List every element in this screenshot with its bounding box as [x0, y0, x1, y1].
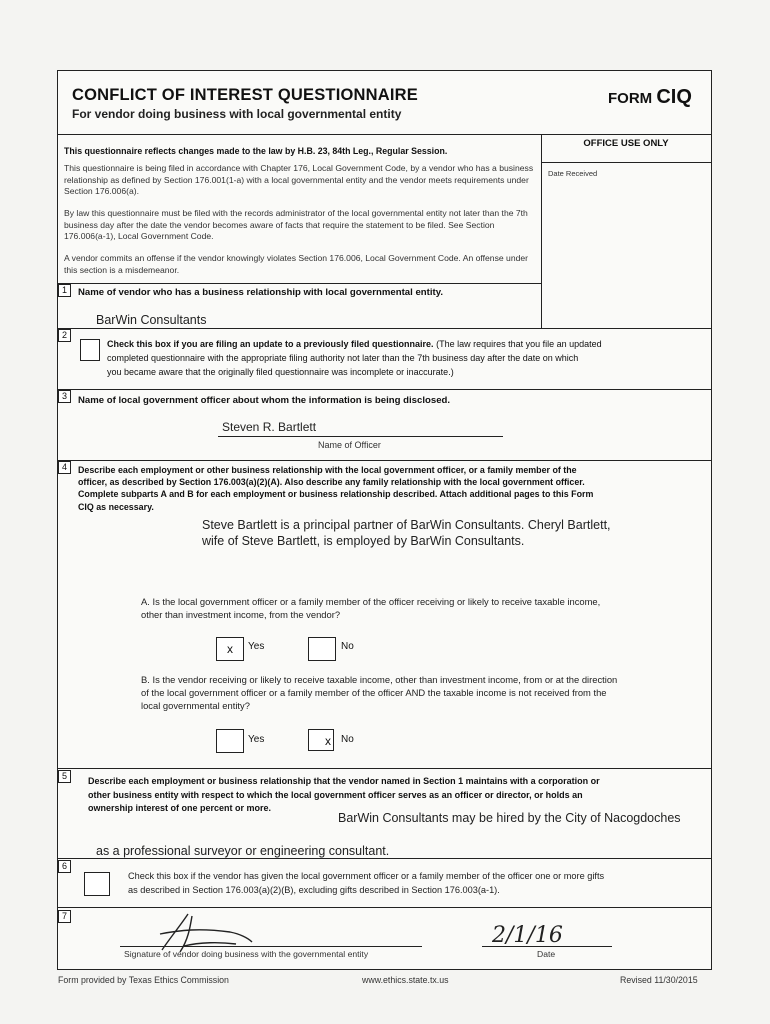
question-a-yes-label: Yes [248, 641, 265, 652]
relationship-answer: Steve Bartlett is a principal partner of BarWin Consultants. Cheryl Bartlett, wife of Steve Bartlett, is employed by BarWin Consultants. [202, 518, 611, 548]
section5-answer-1: BarWin Consultants may be hired by the City of Nacogdoches [338, 811, 681, 825]
question-a-yes-checkbox[interactable]: x [216, 637, 244, 661]
section5-answer-2: as a professional surveyor or engineering consultant. [96, 844, 390, 858]
section2-line3: you became aware that the originally filed questionnaire was incomplete or inaccurate.) [107, 367, 454, 377]
question-b-no-checkbox[interactable]: x [308, 729, 334, 751]
section2-number: 2 [58, 329, 71, 342]
question-b-yes-label: Yes [248, 734, 265, 745]
vendor-name-value: BarWin Consultants [96, 313, 207, 327]
section6-text: Check this box if the vendor has given the local government officer or a family member of the officer one or more gifts as described in Section 176.003(a)(2)(B), excluding gifts described in Section 176.003(a-1). [128, 871, 605, 895]
office-use-divider [541, 162, 711, 163]
question-b-no-label: No [341, 734, 354, 745]
officer-name-line [218, 436, 503, 437]
section3-label: Name of local government officer about whom the information is being disclosed. [78, 395, 451, 406]
intro-paragraph-2: By law this questionnaire must be filed with the records administrator of the local governmental entity not later than the 7th business day after the date the vendor becomes aware of facts that require the statement to be filed. See Section 176.006(a-1), Local Government Code. [64, 208, 528, 241]
signature-date-value: 2/1/16 [492, 923, 563, 948]
date-received-label: Date Received [548, 169, 598, 178]
signature-caption: Signature of vendor doing business with the governmental entity [124, 949, 369, 959]
form-subtitle: For vendor doing business with local governmental entity [72, 107, 402, 121]
gifts-checkbox[interactable] [84, 872, 110, 896]
section1-number: 1 [58, 284, 71, 297]
section6-number: 6 [58, 860, 71, 873]
officer-name-value: Steven R. Bartlett [222, 420, 317, 434]
office-use-border [541, 134, 542, 328]
form-label: FORM CIQ [608, 86, 692, 108]
office-use-title: OFFICE USE ONLY [583, 138, 669, 149]
section4-number: 4 [58, 461, 71, 474]
section1-top-border [58, 283, 542, 284]
date-caption: Date [537, 949, 556, 959]
footer-revised: Revised 11/30/2015 [620, 975, 698, 985]
footer-url[interactable]: www.ethics.state.tx.us [362, 975, 449, 985]
question-b-yes-checkbox[interactable] [216, 729, 244, 753]
section3-top-border [58, 389, 711, 390]
question-b: B. Is the vendor receiving or likely to receive taxable income, other than investment income, from or at the direction of the local government officer or a family member of the officer AND the taxable income is not received from the local governmental entity? [141, 674, 618, 711]
question-a: A. Is the local government officer or a family member of the officer receiving or likely to receive taxable income, other than investment income, from the vendor? [141, 596, 601, 620]
intro-paragraph-1: This questionnaire is being filed in accordance with Chapter 176, Local Government Code, by a vendor who has a business relationship as defined by Section 176.001(1-a) with a local governmental entity and the vendor meets requirements under Section 176.006(a). [64, 163, 534, 196]
question-a-no-checkbox[interactable] [308, 637, 336, 661]
section1-label: Name of vendor who has a business relationship with local governmental entity. [78, 287, 443, 298]
officer-name-caption: Name of Officer [318, 440, 381, 450]
section2-line2: completed questionnaire with the appropriate filing authority not later than the 7th business day after the date on which [107, 353, 579, 363]
section7-number: 7 [58, 910, 71, 923]
form-title: CONFLICT OF INTEREST QUESTIONNAIRE [72, 86, 418, 104]
section4-label: Describe each employment or other business relationship with the local government officer, or a family member of the officer, as described by Section 176.003(a)(2)(A). Also describe any family relationship with the local government officer. Complete subparts A and B for each employment or business relationship described. Attach additional pages to this Form CIQ as necessary. [78, 465, 594, 512]
intro-paragraph-3: A vendor commits an offense if the vendor knowingly violates Section 176.006, Local Government Code. An offense under this section is a misdemeanor. [64, 253, 529, 275]
section3-number: 3 [58, 390, 71, 403]
section5-top-border [58, 768, 711, 769]
header-divider [58, 134, 711, 135]
section2-text: Check this box if you are filing an update to a previously filed questionnaire. (The law requires that you file an updated [107, 339, 602, 349]
footer-provider: Form provided by Texas Ethics Commission [58, 975, 229, 985]
signature-line [120, 946, 422, 947]
section6-top-border [58, 858, 711, 859]
section5-number: 5 [58, 770, 71, 783]
section5-label: Describe each employment or business relationship that the vendor named in Section 1 maintains with a corporation or other business entity with respect to which the local government officer serves as an officer or director, or holds an ownership interest of one percent or more. [88, 776, 600, 813]
question-a-no-label: No [341, 641, 354, 652]
update-checkbox[interactable] [80, 339, 100, 361]
section2-top-border [58, 328, 711, 329]
intro-heading: This questionnaire reflects changes made to the law by H.B. 23, 84th Leg., Regular Session. [64, 146, 448, 156]
section4-top-border [58, 460, 711, 461]
date-line [482, 946, 612, 947]
